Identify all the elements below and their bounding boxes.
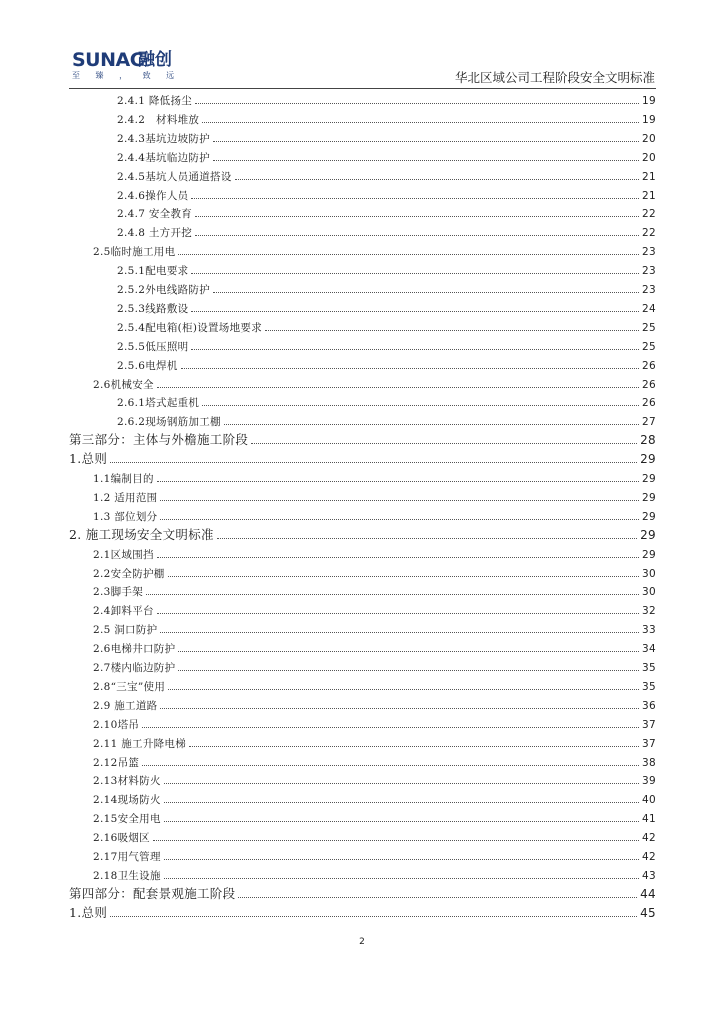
toc-leader-dots [238, 897, 637, 898]
toc-leader-dots [181, 368, 639, 369]
page-number: 2 [359, 937, 365, 947]
toc-leader-dots [164, 802, 639, 803]
toc-leader-dots [191, 349, 639, 350]
toc-entry[interactable] [93, 581, 656, 599]
toc-leader-dots [110, 462, 637, 463]
toc-leader-dots [164, 878, 639, 879]
document-title: 华北区域公司工程阶段安全文明标准 [454, 70, 655, 85]
toc-leader-dots [110, 916, 637, 917]
toc-entry-page: 35 [642, 662, 656, 674]
toc-entry[interactable] [93, 638, 656, 656]
toc-leader-dots [168, 576, 639, 577]
toc-leader-dots [251, 443, 637, 444]
toc-entry-label: 2.4.8 土方开挖 [117, 227, 193, 240]
toc-entry-label: 2.4.4基坑临边防护 [117, 151, 211, 164]
toc-leader-dots [213, 141, 639, 142]
toc-entry-label: 2.9 施工道路 [93, 699, 158, 712]
toc-leader-dots [157, 613, 639, 614]
toc-entry-page: 22 [642, 227, 656, 240]
toc-entry-label: 第四部分：配套景观施工阶段 [69, 885, 236, 901]
toc-entry-label: 2.6电梯井口防护 [93, 643, 176, 656]
toc-entry-label: 2.4.7 安全教育 [117, 208, 193, 221]
toc-entry-page: 29 [640, 452, 656, 467]
toc-entry-label: 第三部分：主体与外檐施工阶段 [69, 432, 249, 448]
toc-leader-dots [235, 179, 639, 180]
toc-entry-label: 2.5.1配电要求 [117, 265, 189, 278]
toc-entry-page: 39 [642, 775, 656, 788]
toc-leader-dots [195, 103, 639, 104]
toc-entry[interactable] [93, 619, 656, 637]
toc-leader-dots [157, 387, 639, 388]
toc-entry-label: 1.1编制目的 [93, 473, 154, 485]
toc-entry-page: 29 [642, 510, 656, 523]
toc-entry-page: 42 [642, 832, 656, 845]
logo-text-en: SUNAC [72, 49, 144, 71]
toc-entry-label: 2.5.3线路敷设 [117, 302, 189, 315]
toc-entry-label: 2.5临时施工用电 [93, 246, 176, 259]
toc-entry-label: 2.18卫生设施 [93, 869, 161, 882]
toc-entry[interactable] [117, 279, 656, 297]
toc-entry-page: 28 [640, 433, 656, 448]
toc-entry-page: 45 [640, 905, 656, 920]
toc-entry[interactable] [117, 355, 656, 373]
toc-entry-page: 25 [642, 321, 656, 334]
header-divider [69, 88, 656, 89]
toc-entry-page: 32 [642, 605, 656, 618]
toc-entry[interactable] [93, 374, 656, 392]
toc-leader-dots [265, 330, 639, 331]
toc-entry[interactable] [117, 222, 656, 240]
toc-leader-dots [164, 821, 639, 822]
toc-entry-label: 2.5.5低压照明 [117, 340, 189, 353]
toc-entry-page: 44 [640, 886, 656, 901]
toc-entry[interactable] [117, 298, 656, 316]
toc-entry[interactable] [93, 846, 656, 864]
toc-leader-dots [217, 538, 637, 539]
toc-entry-label: 2.4.6操作人员 [117, 189, 189, 202]
toc-leader-dots [178, 651, 639, 652]
toc-entry[interactable] [93, 544, 656, 562]
toc-entry[interactable] [93, 733, 656, 751]
toc-entry-label: 2.6机械安全 [93, 378, 154, 391]
toc-entry[interactable] [69, 449, 656, 467]
toc-entry-page: 37 [642, 737, 656, 750]
toc-entry-label: 2.4.3基坑边坡防护 [117, 132, 211, 145]
toc-entry-page: 33 [642, 624, 656, 637]
toc-entry-page: 29 [642, 491, 656, 504]
toc-leader-dots [195, 235, 639, 236]
toc-leader-dots [160, 500, 639, 501]
toc-entry[interactable] [93, 714, 656, 732]
toc-leader-dots [189, 746, 639, 747]
toc-leader-dots [160, 708, 639, 709]
toc-entry-label: 2.6.1塔式起重机 [117, 397, 200, 410]
toc-entry-page: 34 [642, 643, 656, 656]
toc-entry-label: 2.17用气管理 [93, 851, 161, 863]
toc-entry-label: 1.总则 [69, 904, 108, 920]
toc-leader-dots [164, 783, 639, 784]
toc-entry-page: 23 [642, 284, 656, 296]
toc-entry-page: 40 [642, 794, 656, 807]
toc-leader-dots [178, 670, 639, 671]
toc-entry[interactable] [69, 884, 656, 902]
toc-entry-page: 29 [642, 548, 656, 561]
toc-entry-page: 26 [642, 378, 656, 391]
toc-entry-label: 2.10塔吊 [93, 718, 140, 731]
toc-entry-label: 2.4.1 降低扬尘 [117, 95, 193, 107]
toc-leader-dots [178, 254, 639, 255]
toc-entry-page: 22 [642, 208, 656, 221]
toc-entry[interactable] [93, 676, 656, 694]
toc-entry[interactable] [93, 487, 656, 505]
toc-entry[interactable] [93, 563, 656, 581]
toc-entry-label: 2.11 施工升降电梯 [93, 737, 187, 750]
toc-entry[interactable] [93, 600, 656, 618]
toc-entry-label: 2.13材料防火 [93, 775, 161, 788]
toc-entry-label: 2.4.5基坑人员通道搭设 [117, 170, 232, 183]
toc-entry[interactable] [117, 392, 656, 410]
toc-entry[interactable] [93, 241, 656, 259]
toc-entry-label: 2.14现场防火 [93, 794, 161, 807]
toc-entry-label: 2.2安全防护棚 [93, 567, 165, 580]
toc-entry[interactable] [93, 657, 656, 675]
toc-leader-dots [168, 689, 639, 690]
toc-entry-label: 2.4.2 材料堆放 [117, 113, 200, 126]
toc-entry-page: 24 [642, 302, 656, 315]
toc-entry[interactable] [93, 506, 656, 524]
toc-leader-dots [157, 557, 639, 558]
toc-entry-page: 29 [640, 527, 656, 542]
toc-leader-dots [191, 311, 639, 312]
toc-entry-label: 1.3 部位划分 [93, 510, 158, 523]
toc-entry-page: 38 [642, 756, 656, 769]
toc-entry-label: 1.2 适用范围 [93, 491, 158, 504]
toc-entry-label: 2.15安全用电 [93, 813, 161, 826]
toc-entry-page: 21 [642, 189, 656, 202]
toc-entry[interactable] [117, 109, 656, 127]
toc-leader-dots [160, 519, 639, 520]
toc-leader-dots [153, 840, 639, 841]
toc-leader-dots [213, 160, 639, 161]
toc-entry-page: 23 [642, 246, 656, 259]
toc-entry[interactable] [117, 166, 656, 184]
toc-leader-dots [202, 405, 639, 406]
toc-entry-label: 2.12吊篮 [93, 756, 140, 769]
toc-entry-label: 2.5.6电焊机 [117, 359, 178, 372]
toc-entry[interactable] [93, 468, 656, 486]
toc-leader-dots [142, 727, 639, 728]
toc-entry-label: 1.总则 [69, 451, 108, 467]
toc-entry-page: 19 [642, 95, 656, 107]
toc-entry[interactable] [69, 430, 656, 448]
toc-leader-dots [191, 198, 639, 199]
toc-entry[interactable] [93, 770, 656, 788]
toc-entry[interactable] [117, 147, 656, 165]
toc-entry-page: 20 [642, 132, 656, 145]
toc-entry-page: 37 [642, 718, 656, 731]
toc-entry-label: 2. 施工现场安全文明标准 [69, 526, 214, 542]
toc-entry-label: 2.1区域围挡 [93, 548, 154, 561]
toc-entry-page: 42 [642, 851, 656, 863]
toc-entry[interactable] [117, 336, 656, 354]
toc-leader-dots [213, 292, 639, 293]
toc-entry-page: 29 [642, 473, 656, 485]
logo-slogan: 至 臻 ， 致 远 [72, 71, 181, 80]
toc-entry-page: 19 [642, 113, 656, 126]
toc-leader-dots [191, 273, 639, 274]
toc-entry-label: 2.5.4配电箱(柜)设置场地要求 [117, 321, 263, 334]
toc-entry[interactable] [93, 808, 656, 826]
toc-entry-page: 36 [642, 699, 656, 712]
toc-entry[interactable] [93, 695, 656, 713]
toc-leader-dots [157, 481, 639, 482]
toc-entry[interactable] [117, 203, 656, 221]
toc-entry-page: 30 [642, 586, 656, 599]
toc-entry-label: 2.16吸烟区 [93, 832, 150, 845]
toc-leader-dots [146, 594, 639, 595]
toc-entry-page: 20 [642, 151, 656, 164]
toc-entry-page: 23 [642, 265, 656, 278]
toc-entry-label: 2.6.2现场钢筋加工棚 [117, 416, 221, 429]
toc-entry-page: 21 [642, 170, 656, 183]
toc-entry-label: 2.4卸料平台 [93, 605, 154, 618]
toc-entry-label: 2.3脚手架 [93, 586, 143, 599]
toc-entry[interactable] [93, 752, 656, 770]
toc-entry-label: 2.7楼内临边防护 [93, 662, 176, 674]
toc-leader-dots [142, 765, 639, 766]
toc-entry-page: 26 [642, 359, 656, 372]
toc-leader-dots [195, 216, 639, 217]
toc-entry-page: 30 [642, 567, 656, 580]
toc-entry[interactable] [93, 789, 656, 807]
toc-entry-page: 27 [642, 416, 656, 429]
toc-leader-dots [202, 122, 639, 123]
toc-entry[interactable] [117, 317, 656, 335]
toc-entry-label: 2.5.2外电线路防护 [117, 284, 211, 296]
toc-entry-page: 26 [642, 397, 656, 410]
toc-entry[interactable] [93, 865, 656, 883]
toc-entry-page: 35 [642, 680, 656, 693]
toc-entry[interactable] [117, 128, 656, 146]
toc-entry-page: 41 [642, 813, 656, 826]
toc-leader-dots [224, 424, 639, 425]
toc-leader-dots [160, 632, 639, 633]
toc-entry[interactable] [117, 90, 656, 108]
logo-text-cn: 融创 [138, 50, 172, 70]
toc-entry[interactable] [117, 411, 656, 429]
toc-entry[interactable] [69, 525, 656, 543]
toc-leader-dots [164, 859, 639, 860]
toc-entry[interactable] [93, 827, 656, 845]
toc-entry[interactable] [117, 185, 656, 203]
toc-entry-label: 2.8“三宝”使用 [93, 680, 166, 693]
toc-entry[interactable] [117, 260, 656, 278]
toc-entry-label: 2.5 洞口防护 [93, 624, 158, 637]
page-header [0, 0, 724, 92]
sunac-logo [72, 50, 184, 84]
toc-entry[interactable] [69, 903, 656, 921]
toc-entry-page: 43 [642, 869, 656, 882]
toc-entry-page: 25 [642, 340, 656, 353]
